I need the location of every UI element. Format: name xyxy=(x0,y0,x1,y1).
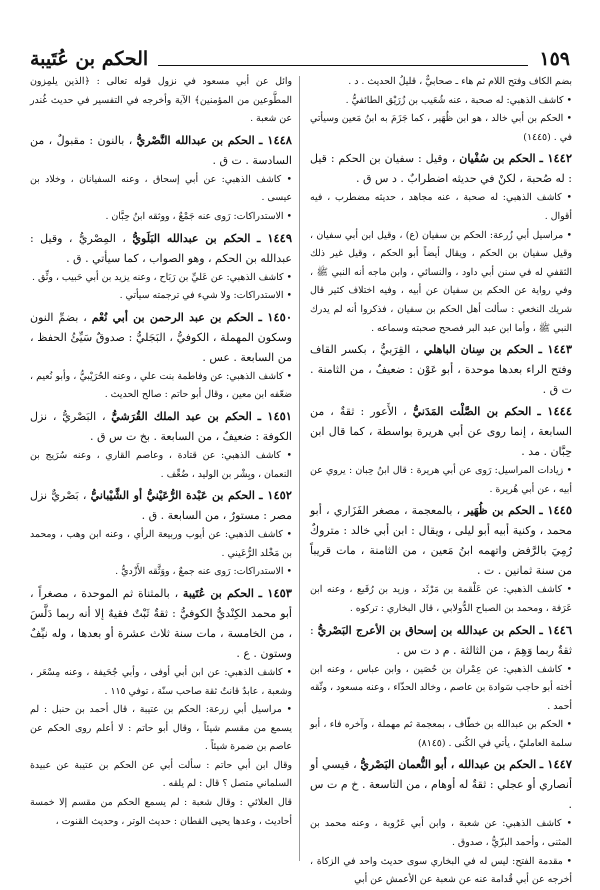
biography-entry xyxy=(30,130,292,171)
entry-text: ، بضمِّ النون وسكون المهملة ، الكوفيُّ ، البَجَليُّ : صدوقٌ سَيِّئُ الحفظ ، من السابعة . عس . xyxy=(30,310,292,364)
commentary-paragraph: • مقدمة الفتح: ليس له في البخاري سوى حديث واحد في الزكاة ، أخرجه عن أبي قُدامة عنه عن شعبة عن الأعمش عن أبي xyxy=(310,855,572,886)
entry-number: ١٤٥١ ـ xyxy=(257,408,292,423)
commentary-paragraph: بضم الكاف وفتح اللام ثم هاء ـ صحابيٌّ ، قليلُ الحديث . د . xyxy=(348,76,572,87)
commentary-paragraph: وائل عن أبي مسعود في نزول قوله تعالى : ﴿الذين يلمِزون المطَّوعين من المؤمنين﴾ الآية وأخرجه في التفسير في حديث غُندر عن شعبة . xyxy=(30,76,292,125)
commentary-paragraph: • كاشف الذهبي: له صحبة ، عنه شُعَيب بن زُرَيْق الطائفيُّ . xyxy=(345,94,572,106)
commentary-paragraph: • كاشف الذهبي: عن عَليِّ بن رَبَاح ، وعنه يزيد بن أبي حَبيب ، وثِّق . xyxy=(32,271,292,283)
commentary-paragraph: • كاشف الذهبي: عن أبي إسحاق ، وعنه السفيانان ، وخلاد بن عيسى . xyxy=(30,173,292,204)
commentary-paragraph: وقال ابن أبي حاتم : سألت أبي عن الحكم بن عتيبة عن عبيدة السلماني متصل ؟ قال : لم يلقه . xyxy=(30,759,292,790)
narrator-name: الحكم بن سِنان الباهلي xyxy=(423,343,534,357)
running-title: الحكم بن عُتَيبة xyxy=(30,48,149,70)
commentary-paragraph: • كاشف الذهبي: عن وفاطمة بنت علي ، وعنه الحُرَيْبيُّ ، وأبو نُعيم ، ضعّفه ابن معين ، وقال أبو حاتم : صالح الحديث . xyxy=(30,370,292,401)
commentary-paragraph: • زيادات المراسيل: رَوى عن أبي هريرة : قال ابنُ حِبان : يروي عن أبيه ، عن أبي هُريرة . xyxy=(310,465,572,495)
biography-entry xyxy=(30,485,292,526)
narrator-name: الحكم بن عبدالله البَلَويُّ xyxy=(132,231,251,245)
header-rule xyxy=(158,65,528,66)
entry-text: ، بالنون : مقبولٌ ، من السادسة . ت ق . xyxy=(30,133,292,167)
commentary-paragraph: • كاشف الذهبي: عن شعبة ، وابن أبي عَرُوبة ، وعنه محمد بن المثنى ، وأحمد البزّيُّ ، صدوق . xyxy=(310,818,572,849)
entry-text: ، قيسي أو أنصاري أو عجلي : ثقةٌ له أوهام ، من التاسعة . خ م ت س . xyxy=(310,758,572,812)
entry-number: ١٤٤٦ ـ xyxy=(539,622,573,637)
entry-number: ١٤٤٣ ـ xyxy=(538,342,573,357)
left-column xyxy=(30,73,292,865)
biography-entry xyxy=(30,307,292,368)
narrator-name: الحكم بن الصَّلْت المَدَنيُّ xyxy=(412,405,532,419)
commentary-paragraph: • كاشف الذهبي: عن ابن أبي أوفى ، وأبي جُحَيفة ، وعنه مِسْعَر ، وشعبة ، عابدٌ قانتٌ ثقة صاحب سنّة ، توفي ١١٥ . xyxy=(30,666,292,697)
biography-entry xyxy=(310,500,572,581)
commentary-paragraph: • الاستدراكات: رَوى عنه جمعٌ ، ووَثَّقه الأَزْديُّ . xyxy=(115,566,292,578)
commentary-paragraph: • الاستدراكات: ولا شيء في ترجمته سيأتي . xyxy=(119,290,292,302)
entry-number: ١٤٤٤ ـ xyxy=(537,404,573,419)
entry-text: ، وقيل : سفيان بن الحكم : قيل : له صُحبة ، لكنْ في حديثه اضطرابٌ . د س ق . xyxy=(310,152,572,186)
biography-entry xyxy=(310,754,572,815)
biography-entry xyxy=(30,583,292,664)
entry-text: ، القِرَبيُّ ، بكسر القاف وفتح الراء بعدها موحدة ، أبو عَوْن : ضعيفٌ ، من الثامنة . ت ق . xyxy=(310,343,572,397)
page-number: ١٥٩ xyxy=(539,48,570,70)
entry-text: ، البَصْريُّ ، نزل الكوفة : ضعيفٌ ، من السابعة . بخ ت س ق . xyxy=(30,409,292,443)
biography-entry xyxy=(310,620,572,661)
entry-number: ١٤٤٨ ـ xyxy=(259,132,292,147)
entry-text: : ثقةٌ ربما وَهِمَ ، من الثالثة . م د ت س . xyxy=(310,623,572,657)
entry-number: ١٤٥٢ ـ xyxy=(259,488,292,503)
narrator-name: الحكم بن عبدالله بن إسحاق بن الأعرج البَصْريُّ xyxy=(317,623,536,637)
entry-text: ، بالمثناة ثم الموحدة ، مصغراً ، أبو محمد الكِنْديُّ الكوفيُّ : ثقةٌ ثَبْتٌ فقيهٌ إلا أنه ربما دَلَّسَ ، من الخامسة ، مات سنة ثلاث عشرة أو بعدها ، وله نيِّفٌ وستون . ع . xyxy=(30,586,292,660)
commentary-paragraph: • مراسيل أبي زُرعة: الحكم بن سفيان (ع) ، وقيل ابن أبي سفيان ، وقيل سفيان بن الحكم ، ويقال أيضاً أبو الحكم ، وقيل غير ذلك الثقفي له في سنن أبي داود ، والنسائي ، وابن ماجه أنه النبي ﷺ ، وفي رواية عن الحكم بن سفيان عن أبيه ، وفيه اختلاف كثير قال شريك النخعي : سألت أهل الحكم بن سفيان ، فذكروا أنه لم يدرك النبي ﷺ ، وأما ابن عبد البر فصحح صحبته وسماعه . xyxy=(310,229,572,334)
narrator-name: الحكم بن سُفْيان xyxy=(459,152,536,166)
entry-text: ، الأَعور : ثقةٌ ، من السابعة ، إنما روى عن أبي هريرة بواسطة ، كما قال ابن حِبَّان . مد . xyxy=(310,405,572,459)
narrator-name: الحكم بن عَبْدة الرُّعَيْنيُّ أو الشَّيْبانيُّ xyxy=(90,489,255,503)
commentary-paragraph: • الحكم بن عبدالله بن خطّاف ، بمعجمة ثم مهملة ، وآخره فاء ، أبو سلمة العامليّ ، يأتي في الكُنى . (٨١٤٥) xyxy=(310,719,572,749)
commentary-paragraph: قال العلائي : وقال شعبة : لم يسمع الحكم من مقسم إلا خمسة أحاديث ، وعدها يحيى القطان : حديث الوتر ، وحديث القنوت ، xyxy=(30,797,292,827)
entry-text: ، المِصْريُّ ، وقيل : عبدالله بن الحكم ، وهو الصواب ، كما سيأتي . ق . xyxy=(30,231,292,265)
right-column xyxy=(310,73,573,886)
biography-entry xyxy=(310,339,572,400)
commentary-paragraph: • الاستدراكات: رَوى عنه جَمْعٌ ، ووثقه ابنُ حِبَّان . xyxy=(105,210,292,222)
narrator-name: الحكم بن ظُهَير xyxy=(464,504,536,518)
biography-entry xyxy=(310,401,572,462)
biography-entry xyxy=(310,148,572,189)
entry-number: ١٤٥٠ ـ xyxy=(258,309,293,324)
commentary-paragraph: • كاشف الذهبي: عن عَلْقمة بن مَرْثَد ، وزيد بن رُفَيع ، وعنه ابن عَرَفة ، ومحمد بن الصباح الدُّولابي ، قال البخاري : تركوه . xyxy=(310,584,572,614)
narrator-name: الحكم بن عبد الرحمن بن أبي نُعْم xyxy=(91,310,254,324)
column-separator xyxy=(299,76,300,861)
entry-text: ، بَصْريٌّ نزل مصر : مستورٌ ، من السابعة . ق . xyxy=(30,489,292,523)
biography-entry xyxy=(30,406,292,447)
entry-text: ، بالمعجمة ، مصغر الفَزَاري ، أبو محمد ، وكنية أبيه أبو ليلى ، ويقال : ابن أبي خالد : متروكٌ رُمِيَ بالرَّفض واتهمه ابنُ مَعين ، من الثامنة ، مات قريباً من سنة ثمانين . ت . xyxy=(310,504,572,578)
commentary-paragraph: • كاشف الذهبي: عن عِمْران بن حُصَين ، وابن عباس ، وعنه ابن أخته أبو حاجب سَوادة بن عاصم ، وخالد الحذّاء ، وعنه مسعود ، وثّقه أحمد . xyxy=(310,663,572,712)
narrator-name: الحكم بن عبدالله ، أبو النُّعمان البَصْريُّ xyxy=(360,758,537,772)
entry-number: ١٤٥٣ ـ xyxy=(258,585,292,600)
commentary-paragraph: • كاشف الذهبي: عن قتادة ، وعاصم القاري ، وعنه سُرَيج بن النعمان ، وبِشْر بن الوليد ، ضُعِّف . xyxy=(30,449,292,480)
biography-entry xyxy=(30,228,292,269)
running-header xyxy=(30,48,570,72)
commentary-paragraph: • مراسيل أبي زرعة: الحكم بن عتيبة ، قال أحمد بن حنبل : لم يسمع من مقسم شيئاً ، وقال أبو حاتم : لا أعلم روى الحكم عن عاصم بن ضمرة شيئاً . xyxy=(30,704,292,753)
narrator-name: الحكم بن عُتَيبة xyxy=(182,586,254,600)
entry-number: ١٤٤٥ ـ xyxy=(539,503,573,518)
commentary-paragraph: • كاشف الذهبي: له صحبة ، عنه مجاهد ، حديثه مضطرب ، فيه أقوال . xyxy=(310,192,572,222)
entry-number: ١٤٤٧ ـ xyxy=(539,757,572,772)
narrator-name: الحكم بن عبد الملك القُرَشيُّ xyxy=(111,409,252,423)
entry-number: ١٤٤٢ ـ xyxy=(539,151,573,166)
narrator-name: الحكم بن عبدالله النَّصْريُّ xyxy=(136,133,255,147)
commentary-paragraph: • كاشف الذهبي: عن أيوب وربيعة الرأي ، وعنه ابن وهب ، ومحمد بن مَخْلد الرُّعَيني . xyxy=(30,529,292,559)
entry-number: ١٤٤٩ ـ xyxy=(256,230,293,245)
commentary-paragraph: • الحكم بن أبي خالد ، هو ابن ظُهَير ، كما جَزَمَ به ابنُ مَعين وسيأتي في . (١٤٤٥) xyxy=(310,113,572,143)
